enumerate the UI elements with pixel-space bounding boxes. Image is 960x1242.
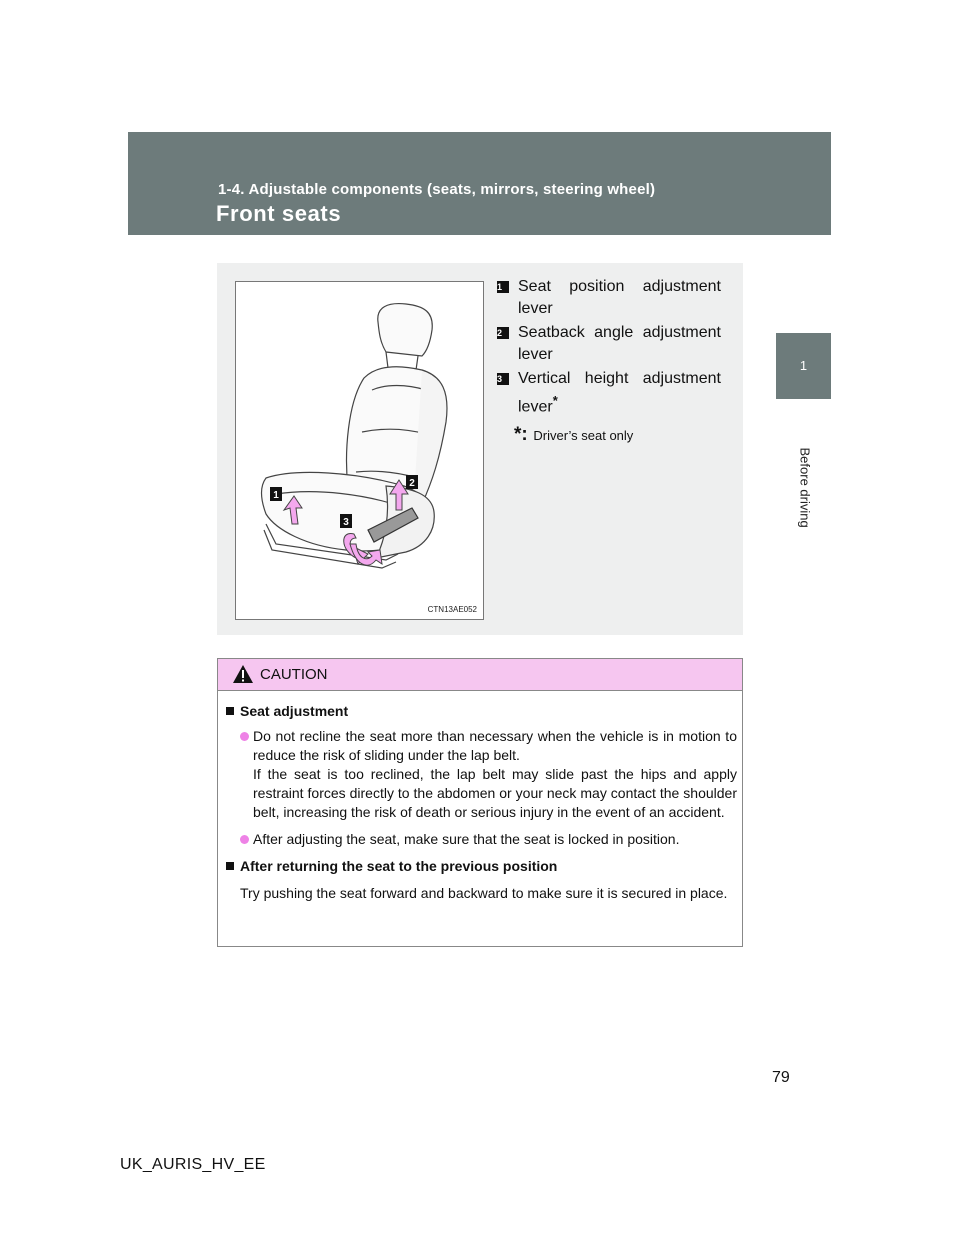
asterisk-mark: * — [552, 393, 558, 408]
seat-drawing — [236, 282, 483, 619]
callout-1-label: 1 — [273, 490, 279, 501]
legend-text-1: Seat position adjustment lever — [518, 278, 721, 317]
note-text: Driver’s seat only — [533, 428, 634, 444]
caution-heading-1 — [226, 702, 737, 721]
legend-text-3: Vertical height adjustment lever — [518, 370, 721, 416]
legend-item-1 — [497, 276, 721, 320]
caution-bullet-1 — [226, 727, 737, 765]
caution-box — [217, 658, 743, 947]
callout-2-label: 2 — [409, 478, 415, 489]
figure-legend — [497, 276, 721, 446]
callout-3-label: 3 — [343, 517, 349, 528]
caution-heading-2-text: After returning the seat to the previous position — [240, 858, 558, 874]
caution-body-2: Try pushing the seat forward and backward to make sure it is secured in place. — [240, 885, 728, 901]
legend-note — [497, 424, 721, 446]
caution-bullet-1-continued: If the seat is too reclined, the lap belt may slide past the hips and apply restraint forces directly to the abdomen or your neck may contact the shoulder belt, increasing the risk of death or serious injury in the event of an accident. — [253, 766, 737, 820]
dot-bullet-icon — [240, 732, 249, 741]
note-star: *: — [514, 424, 528, 446]
section-title: 1-4. Adjustable components (seats, mirrors, steering wheel) — [218, 181, 656, 198]
page-title: Front seats — [216, 201, 342, 226]
caution-bullet-2 — [226, 830, 737, 849]
figure-code: CTN13AE052 — [427, 605, 477, 614]
square-bullet-icon — [226, 862, 234, 870]
warning-icon — [232, 664, 254, 684]
chapter-label: Before driving — [797, 447, 813, 528]
footer-code: UK_AURIS_HV_EE — [120, 1156, 266, 1173]
legend-item-3 — [497, 368, 721, 418]
caution-heading-2 — [226, 857, 737, 876]
seat-illustration — [235, 281, 484, 620]
caution-bullet-2-text: After adjusting the seat, make sure that the seat is locked in position. — [253, 831, 680, 847]
legend-text-2: Seatback angle adjustment lever — [518, 324, 721, 363]
legend-number-1: 1 — [497, 281, 509, 293]
dot-bullet-icon — [240, 835, 249, 844]
caution-heading-1-text: Seat adjustment — [240, 703, 349, 719]
legend-number-2: 2 — [497, 327, 509, 339]
square-bullet-icon — [226, 707, 234, 715]
legend-item-2 — [497, 322, 721, 366]
caution-bullet-1-text: Do not recline the seat more than necessary when the vehicle is in motion to reduce the risk of sliding under the lap belt. — [253, 728, 737, 763]
chapter-number: 1 — [799, 358, 808, 373]
page-number: 79 — [772, 1069, 790, 1086]
caution-body — [218, 691, 742, 903]
caution-title: CAUTION — [260, 666, 328, 683]
caution-header — [218, 659, 742, 691]
legend-number-3: 3 — [497, 373, 509, 385]
